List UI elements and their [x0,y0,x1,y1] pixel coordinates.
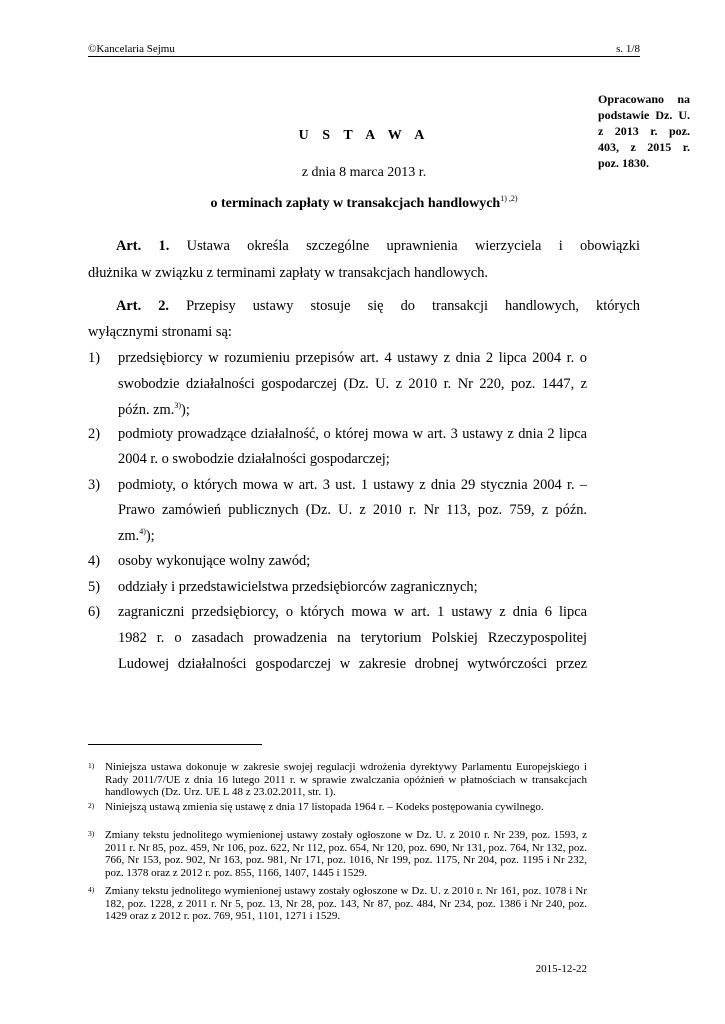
source-note-line: 403, z 2015 r. [598,140,690,154]
footnote-text: Zmiany tekstu jednolitego wymienionej ustawy zostały ogłoszone w Dz. U. z 2010 r. Nr 161, poz. 1078 i Nr 182, poz. 1228, z 2011 r. Nr 5, poz. 13, Nr 28, poz. 143, Nr 87, poz. 484, Nr 234, poz. 1386 i Nr 240, poz. 1429 oraz z 2012 r. poz. 769, 951, 1101, 1271 i 1529. [105,885,587,922]
list-item-text: zm. [118,528,140,544]
list-item-line: podmioty prowadzące działalność, o której mowa w art. 3 ustawy z dnia 2 lipca [118,426,587,442]
footnote-ref: 3) [174,401,182,410]
act-subject [88,194,640,212]
footnote-ref: 4) [139,527,146,536]
art1-text: Ustawa określa szczególne uprawnienia wierzyciela i obowiązki [186,238,640,254]
footnote-text: Niniejsza ustawa dokonuje w zakresie swojej regulacji wdrożenia dyrektywy Parlamentu Europejskiego i Rady 2011/7/UE z dnia 16 lutego 2011 r. w sprawie zwalczania opóźnień w płatnościach w transakcjach handlowych (Dz. Urz. UE L 48 z 23.02.2011, str. 1). [105,761,587,798]
list-item-line: oddziały i przedstawicielstwa przedsiębiorców zagranicznych; [118,579,478,595]
list-item-line: podmioty, o których mowa w art. 3 ust. 1 ustawy z dnia 29 stycznia 2004 r. – [118,477,587,493]
list-item-line: zagraniczni przedsiębiorcy, o których mowa w art. 1 ustawy z dnia 6 lipca [118,604,587,620]
list-item-text: ); [145,528,155,544]
footnote-number: 1) [88,761,95,770]
list-number: 5) [88,579,100,595]
list-item-text: późn. zm. [118,402,175,418]
list-number: 1) [88,350,100,366]
source-note-line: z 2013 r. poz. [598,124,690,138]
source-note-line: podstawie Dz. U. [598,108,690,122]
document-date: 2015-12-22 [535,963,587,975]
list-item-line: swobodzie działalności gospodarczej (Dz. U. z 2010 r. Nr 220, poz. 1447, z [118,376,587,392]
source-note-line: Opracowano na [598,92,690,106]
act-heading: U S T A W A [298,128,430,143]
art1-line [116,238,640,255]
list-item-line: 1982 r. o zasadach prowadzenia na terytorium Polskiej Rzeczypospolitej [118,630,587,646]
footnote-number: 4) [88,885,95,894]
list-number: 3) [88,477,100,493]
art2-label: Art. 2. [116,298,170,314]
footnote-text: Zmiany tekstu jednolitego wymienionej ustawy zostały ogłoszone w Dz. U. z 2010 r. Nr 239, poz. 1593, z 2011 r. Nr 85, poz. 459, Nr 106, poz. 622, Nr 112, poz. 654, Nr 120, poz. 690, Nr 131, poz. 764, Nr 132, poz. 766, Nr 153, poz. 902, Nr 163, poz. 981, Nr 171, poz. 1016, Nr 199, poz. 1175, Nr 204, poz. 1195 i Nr 232, poz. 1378 oraz z 2012 r. poz. 855, 1166, 1407, 1445 i 1529. [105,829,587,879]
list-item-text: ); [181,402,190,418]
list-number: 2) [88,426,100,442]
list-item-line: 2004 r. o swobodzie działalności gospodarczej; [118,451,390,467]
art1-line: dłużnika w związku z terminami zapłaty w transakcjach handlowych. [88,265,488,281]
art2-text: Przepisy ustawy stosuje się do transakcji handlowych, których [186,298,640,314]
list-item-line [118,527,587,545]
list-item-line: osoby wykonujące wolny zawód; [118,553,311,569]
list-item-line: Ludowej działalności gospodarczej w zakresie drobnej wytwórczości przez [118,656,587,672]
list-item-line: Prawo zamówień publicznych (Dz. U. z 2010 r. Nr 113, poz. 759, z późn. [118,502,587,518]
footnote-number: 3) [88,829,95,838]
header-publisher: ©Kancelaria Sejmu [88,43,175,55]
footnote-number: 2) [88,801,95,810]
source-note-line: poz. 1830. [598,156,649,170]
footnote-ref: 1) ,2) [500,194,518,203]
list-item-line: przedsiębiorcy w rozumieniu przepisów art. 4 ustawy z dnia 2 lipca 2004 r. o [118,350,587,366]
footnote-text: Niniejszą ustawą zmienia się ustawę z dnia 17 listopada 1964 r. – Kodeks postępowania cywilnego. [105,801,544,813]
page-header [88,44,640,57]
list-number: 4) [88,553,100,569]
art2-line [116,298,640,315]
header-page-number: s. 1/8 [616,43,640,55]
list-item-line [118,401,587,419]
act-date: z dnia 8 marca 2013 r. [301,165,427,180]
footnote-separator [88,744,262,745]
art1-label: Art. 1. [116,238,170,254]
art2-line: wyłącznymi stronami są: [88,324,232,340]
list-number: 6) [88,604,100,620]
act-subject-text: o terminach zapłaty w transakcjach handlowych [210,196,501,211]
